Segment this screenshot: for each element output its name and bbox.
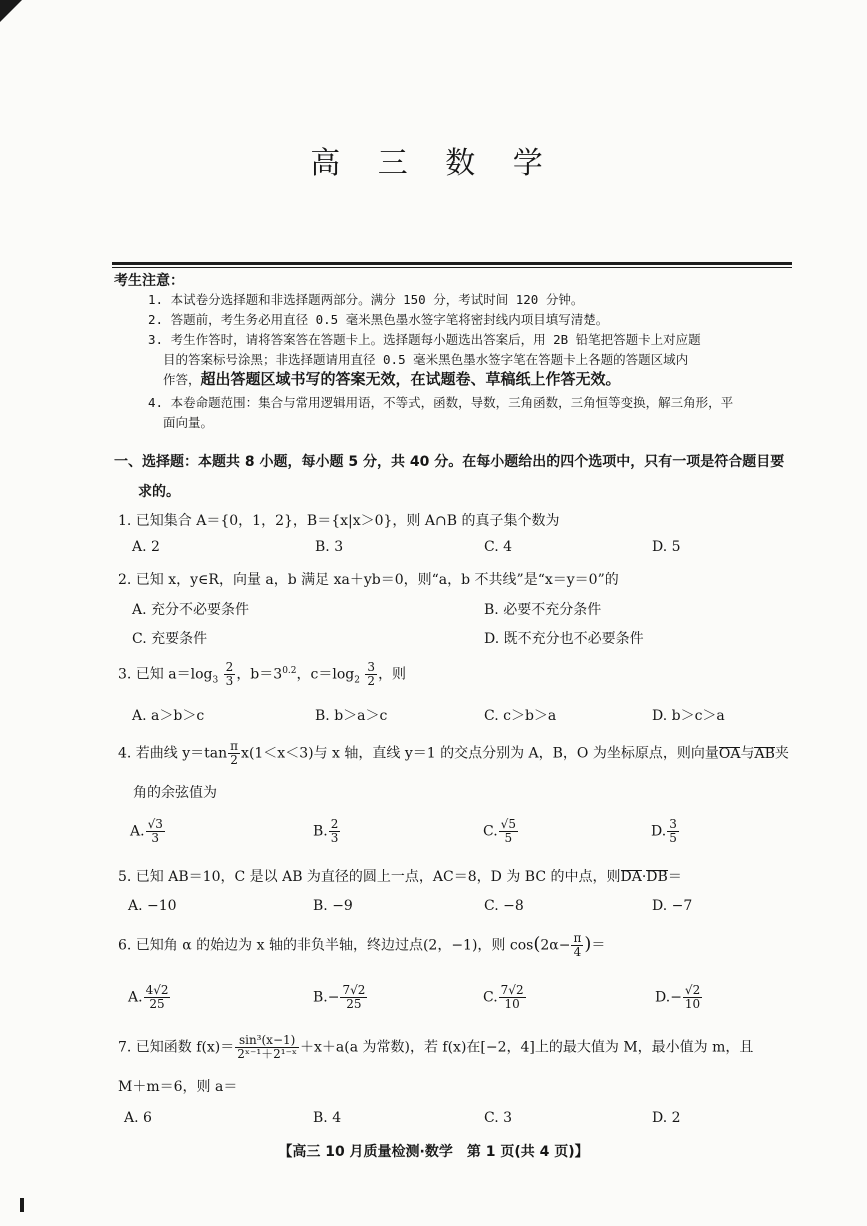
q4-part-4: 夹: [774, 745, 789, 762]
notice-bold-warning: 超出答题区域书写的答案无效，在试题卷、草稿纸上作答无效。: [200, 370, 621, 388]
q5-vector-db: DB: [646, 869, 668, 885]
q4-fraction-numerator: π: [230, 739, 239, 753]
section-heading-cont: 求的。: [138, 484, 180, 500]
q6-option-b-label: B.: [313, 989, 328, 1006]
question-2-option-d: D. 既不充分也不必要条件: [484, 631, 644, 647]
q6-option-b-fraction: [340, 984, 367, 1011]
question-7-option-c: C. 3: [484, 1110, 513, 1126]
title-divider-thin: [112, 267, 792, 268]
q6-option-b-numerator: 7√2: [342, 983, 366, 997]
question-7-stem-cont: M＋m＝6，则 a＝: [118, 1079, 238, 1095]
q6-option-b-denominator: 25: [346, 997, 362, 1011]
question-5-stem: [118, 866, 682, 886]
q4-fraction-denominator: 2: [230, 753, 238, 767]
question-2-option-a: A. 充分不必要条件: [132, 602, 250, 618]
q5-part-1: 5. 已知 AB＝10，C 是以 AB 为直径的圆上一点，AC＝8，D 为 BC 的中点，则: [118, 869, 621, 885]
q7-fraction-denominator: 2ˣ⁻¹＋2¹⁻ˣ: [237, 1047, 297, 1061]
q6-part-1: 6. 已知角 α 的始边为 x 轴的非负半轴，终边过点(2，−1)，则 cos: [118, 937, 534, 954]
question-4-stem: [118, 740, 789, 767]
question-5-option-a: A. −10: [128, 898, 177, 914]
question-5-option-b: B. −9: [313, 898, 353, 914]
q6-option-d-denominator: 10: [684, 997, 701, 1011]
q4-option-c-label: C.: [483, 823, 498, 840]
question-6-option-c: [483, 984, 527, 1011]
q6-fraction-denominator: 4: [573, 945, 582, 959]
q6-option-a-numerator: 4√2: [145, 983, 169, 997]
question-4-option-d: [651, 818, 680, 845]
q5-vector-da: DA: [620, 869, 642, 885]
title-divider: [112, 262, 792, 265]
q3-part-2: ，b＝3: [236, 666, 283, 683]
q6-option-d-sign: −: [670, 989, 682, 1006]
q3-fraction-1: [224, 661, 236, 688]
q6-fraction-numerator: π: [573, 931, 582, 945]
q6-option-c-numerator: 7√2: [500, 983, 524, 997]
scan-corner-mark-bottom: [20, 1198, 24, 1212]
question-4-option-a: [130, 818, 166, 845]
q6-fraction: [571, 932, 583, 959]
notice-item-3-end: [163, 368, 621, 389]
q7-part-2: ＋x＋a(a 为常数)，若 f(x)在[−2，4]上的最大值为 M，最小值为 m，且: [300, 1039, 754, 1056]
question-1-option-d: D. 5: [652, 539, 681, 555]
q6-part-3: ＝: [591, 937, 606, 954]
q7-fraction: [235, 1034, 299, 1061]
q4-option-d-fraction: [667, 818, 679, 845]
q3-part-4: ，则: [378, 666, 407, 683]
q3-fraction-1-numerator: 2: [225, 660, 234, 674]
question-4-option-b: [313, 818, 341, 845]
question-1-option-a: A. 2: [132, 539, 160, 555]
notice-item-2: 2. 答题前，考生务必用直径 0.5 毫米黑色墨水签字笔将密封线内项目填写清楚。: [148, 312, 609, 327]
question-2-option-b: B. 必要不充分条件: [484, 602, 602, 618]
q4-vector-oa: OA: [718, 745, 741, 762]
q4-option-b-denominator: 3: [330, 831, 339, 845]
question-3-option-d: D. b＞c＞a: [652, 708, 725, 724]
q4-part-1: 4. 若曲线 y＝tan: [118, 745, 228, 762]
q6-option-d-fraction: [683, 984, 702, 1011]
question-5-option-d: D. −7: [652, 898, 693, 914]
q6-option-d-numerator: √2: [684, 983, 701, 997]
q6-close-paren: ): [584, 933, 592, 955]
question-3-option-a: A. a＞b＞c: [132, 708, 205, 724]
question-3-option-b: B. b＞a＞c: [315, 708, 388, 724]
question-6-option-a: [128, 984, 171, 1011]
q4-vector-ab: AB: [754, 745, 775, 762]
question-2-stem: 2. 已知 x，y∈R，向量 a，b 满足 xa＋yb＝0，则“a，b 不共线”是“x＝y＝0”的: [118, 572, 619, 588]
q5-part-3: ＝: [667, 869, 682, 885]
section-heading: 一、选择题：本题共 8 小题，每小题 5 分，共 40 分。在每小题给出的四个选项中，只有一项是符合题目要: [114, 454, 785, 470]
q3-fraction-2-numerator: 3: [367, 660, 376, 674]
q4-option-d-numerator: 3: [669, 817, 677, 831]
q6-option-c-fraction: [499, 984, 526, 1011]
q4-part-3: 与: [740, 745, 755, 762]
q7-part-1: 7. 已知函数 f(x)＝: [118, 1039, 235, 1056]
q3-fraction-1-denominator: 3: [225, 674, 234, 688]
question-1-stem: 1. 已知集合 A＝{0，1，2}，B＝{x|x＞0}，则 A∩B 的真子集个数为: [118, 513, 560, 529]
notice-item-3-end-plain: 作答，: [163, 372, 201, 387]
question-5-option-c: C. −8: [484, 898, 524, 914]
question-4-stem-cont: 角的余弦值为: [133, 785, 217, 801]
scan-corner-mark: [0, 0, 22, 22]
q6-open-paren: (: [533, 933, 541, 955]
question-6-stem: [118, 932, 605, 959]
q3-fraction-2-denominator: 2: [367, 674, 376, 688]
question-4-option-c: [483, 818, 519, 845]
question-7-option-d: D. 2: [652, 1110, 681, 1126]
question-6-option-b: [313, 984, 368, 1011]
q6-option-d-label: D.: [655, 989, 671, 1006]
q3-log-base-2: 2: [354, 675, 360, 686]
q4-option-a-label: A.: [130, 823, 145, 840]
q6-part-2: 2α−: [540, 937, 571, 954]
q4-option-c-fraction: [499, 818, 518, 845]
question-2-option-c: C. 充要条件: [132, 631, 208, 647]
question-6-option-d: [655, 984, 703, 1011]
q4-option-c-numerator: √5: [500, 817, 516, 831]
notice-item-3-cont: 目的答案标号涂黑；非选择题请用直径 0.5 毫米黑色墨水签字笔在答题卡上各题的答题区域内: [163, 352, 689, 367]
q6-option-a-denominator: 25: [149, 997, 165, 1011]
q4-option-b-numerator: 2: [330, 817, 339, 831]
question-1-option-b: B. 3: [315, 539, 344, 555]
q5-part-2: ·: [641, 869, 647, 885]
q4-option-d-label: D.: [651, 823, 667, 840]
q6-option-a-fraction: [144, 984, 171, 1011]
q4-fraction: [228, 740, 240, 767]
q6-option-c-denominator: 10: [504, 997, 520, 1011]
page-title: 高 三 数 学: [310, 146, 557, 181]
q6-option-a-label: A.: [128, 989, 143, 1006]
page-footer: 【高三 10 月质量检测·数学 第 1 页(共 4 页)】: [278, 1144, 589, 1160]
q7-fraction-numerator: sin³(x−1): [235, 1034, 299, 1048]
q4-option-b-fraction: [329, 818, 341, 845]
q3-fraction-2: [365, 661, 377, 688]
notice-item-1: 1. 本试卷分选择题和非选择题两部分。满分 150 分，考试时间 120 分钟。: [148, 292, 584, 307]
notice-item-3: 3. 考生作答时，请将答案答在答题卡上。选择题每小题选出答案后，用 2B 铅笔把答题卡上对应题: [148, 332, 701, 347]
q4-option-a-denominator: 3: [151, 831, 160, 845]
question-7-option-a: A. 6: [124, 1110, 152, 1126]
question-3-option-c: C. c＞b＞a: [484, 708, 557, 724]
q3-exponent: 0.2: [282, 665, 297, 676]
notice-item-4-cont: 面向量。: [163, 415, 214, 430]
q4-part-2: x(1＜x＜3)与 x 轴，直线 y＝1 的交点分别为 A，B，O 为坐标原点，则向量: [241, 745, 719, 762]
notice-item-4: 4. 本卷命题范围：集合与常用逻辑用语，不等式，函数，导数，三角函数，三角恒等变换，解三角形，平: [148, 395, 734, 410]
notice-heading: 考生注意：: [114, 273, 184, 289]
question-1-option-c: C. 4: [484, 539, 513, 555]
q3-part-3: ，c＝log: [296, 666, 355, 683]
q4-option-a-numerator: √3: [147, 817, 163, 831]
question-3-stem: [118, 661, 406, 688]
q6-option-c-label: C.: [483, 989, 498, 1006]
q4-option-c-denominator: 5: [504, 831, 513, 845]
question-7-stem: [118, 1034, 753, 1061]
q4-option-b-label: B.: [313, 823, 328, 840]
q6-option-b-sign: −: [327, 989, 340, 1006]
q3-log-base-1: 3: [212, 675, 219, 686]
q4-option-d-denominator: 5: [669, 831, 677, 845]
q3-part-1: 3. 已知 a＝log: [118, 666, 213, 683]
q4-option-a-fraction: [146, 818, 165, 845]
question-7-option-b: B. 4: [313, 1110, 342, 1126]
